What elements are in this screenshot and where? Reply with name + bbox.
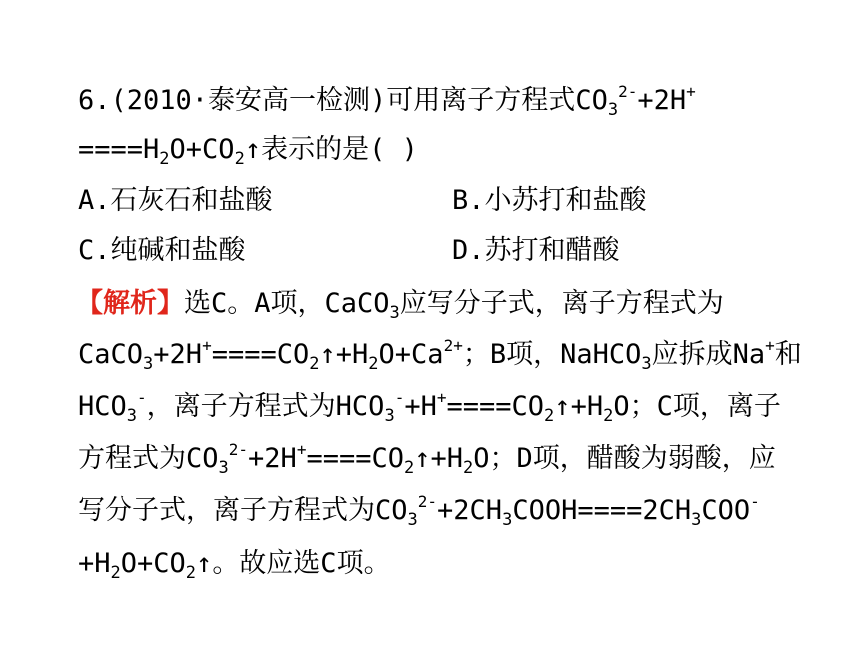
analysis-line-5: 写分子式，离子方程式为$CO_3^{2-}+2CH_3COOH====2CH_3COO^-$ (78, 492, 760, 530)
question-text-1: 6.(2010·泰安高一检测)可用离子方程式 (78, 85, 576, 116)
option-c[interactable]: C.纯碱和盐酸 (78, 235, 246, 266)
question-line-1: 6.(2010·泰安高一检测)可用离子方程式$CO_3^{2-}+2H^+$ (78, 82, 696, 120)
question-line-2: $====H_2O+CO_2↑$表示的是( ) (78, 134, 418, 169)
option-a[interactable]: A.石灰石和盐酸 (78, 185, 273, 216)
up-arrow-icon: ↑ (244, 134, 262, 165)
option-d[interactable]: D.苏打和醋酸 (452, 235, 620, 266)
up-arrow-icon: ↑ (554, 391, 571, 422)
up-arrow-icon: ↑ (196, 548, 213, 579)
analysis-label: 【解析】 (76, 288, 184, 319)
co3-formula: $CO_3^{2-}$ (575, 82, 638, 120)
analysis-line-1: 【解析】选C。A项，CaCO$_3$应写分子式，离子方程式为 (76, 288, 724, 323)
analysis-line-6: $+H_2O+CO_2↑$。故应选C项。 (78, 548, 391, 583)
up-arrow-icon: ↑ (319, 339, 336, 370)
analysis-line-3: $HCO_3^-$，离子方程式为$HCO_3^-+H^+====CO_2↑+H_2O$；C项，离子 (78, 388, 781, 426)
option-b[interactable]: B.小苏打和盐酸 (452, 185, 647, 216)
up-arrow-icon: ↑ (414, 443, 431, 474)
analysis-line-2: $CaCO_3+2H^+====CO_2↑+H_2O+Ca^{2+}$；B项，NaHCO$_3$应拆成Na+和 (78, 336, 802, 374)
analysis-line-4: 方程式为$CO_3^{2-}+2H^+====CO_2↑+H_2O$；D项，醋酸为弱酸，应 (78, 440, 776, 478)
